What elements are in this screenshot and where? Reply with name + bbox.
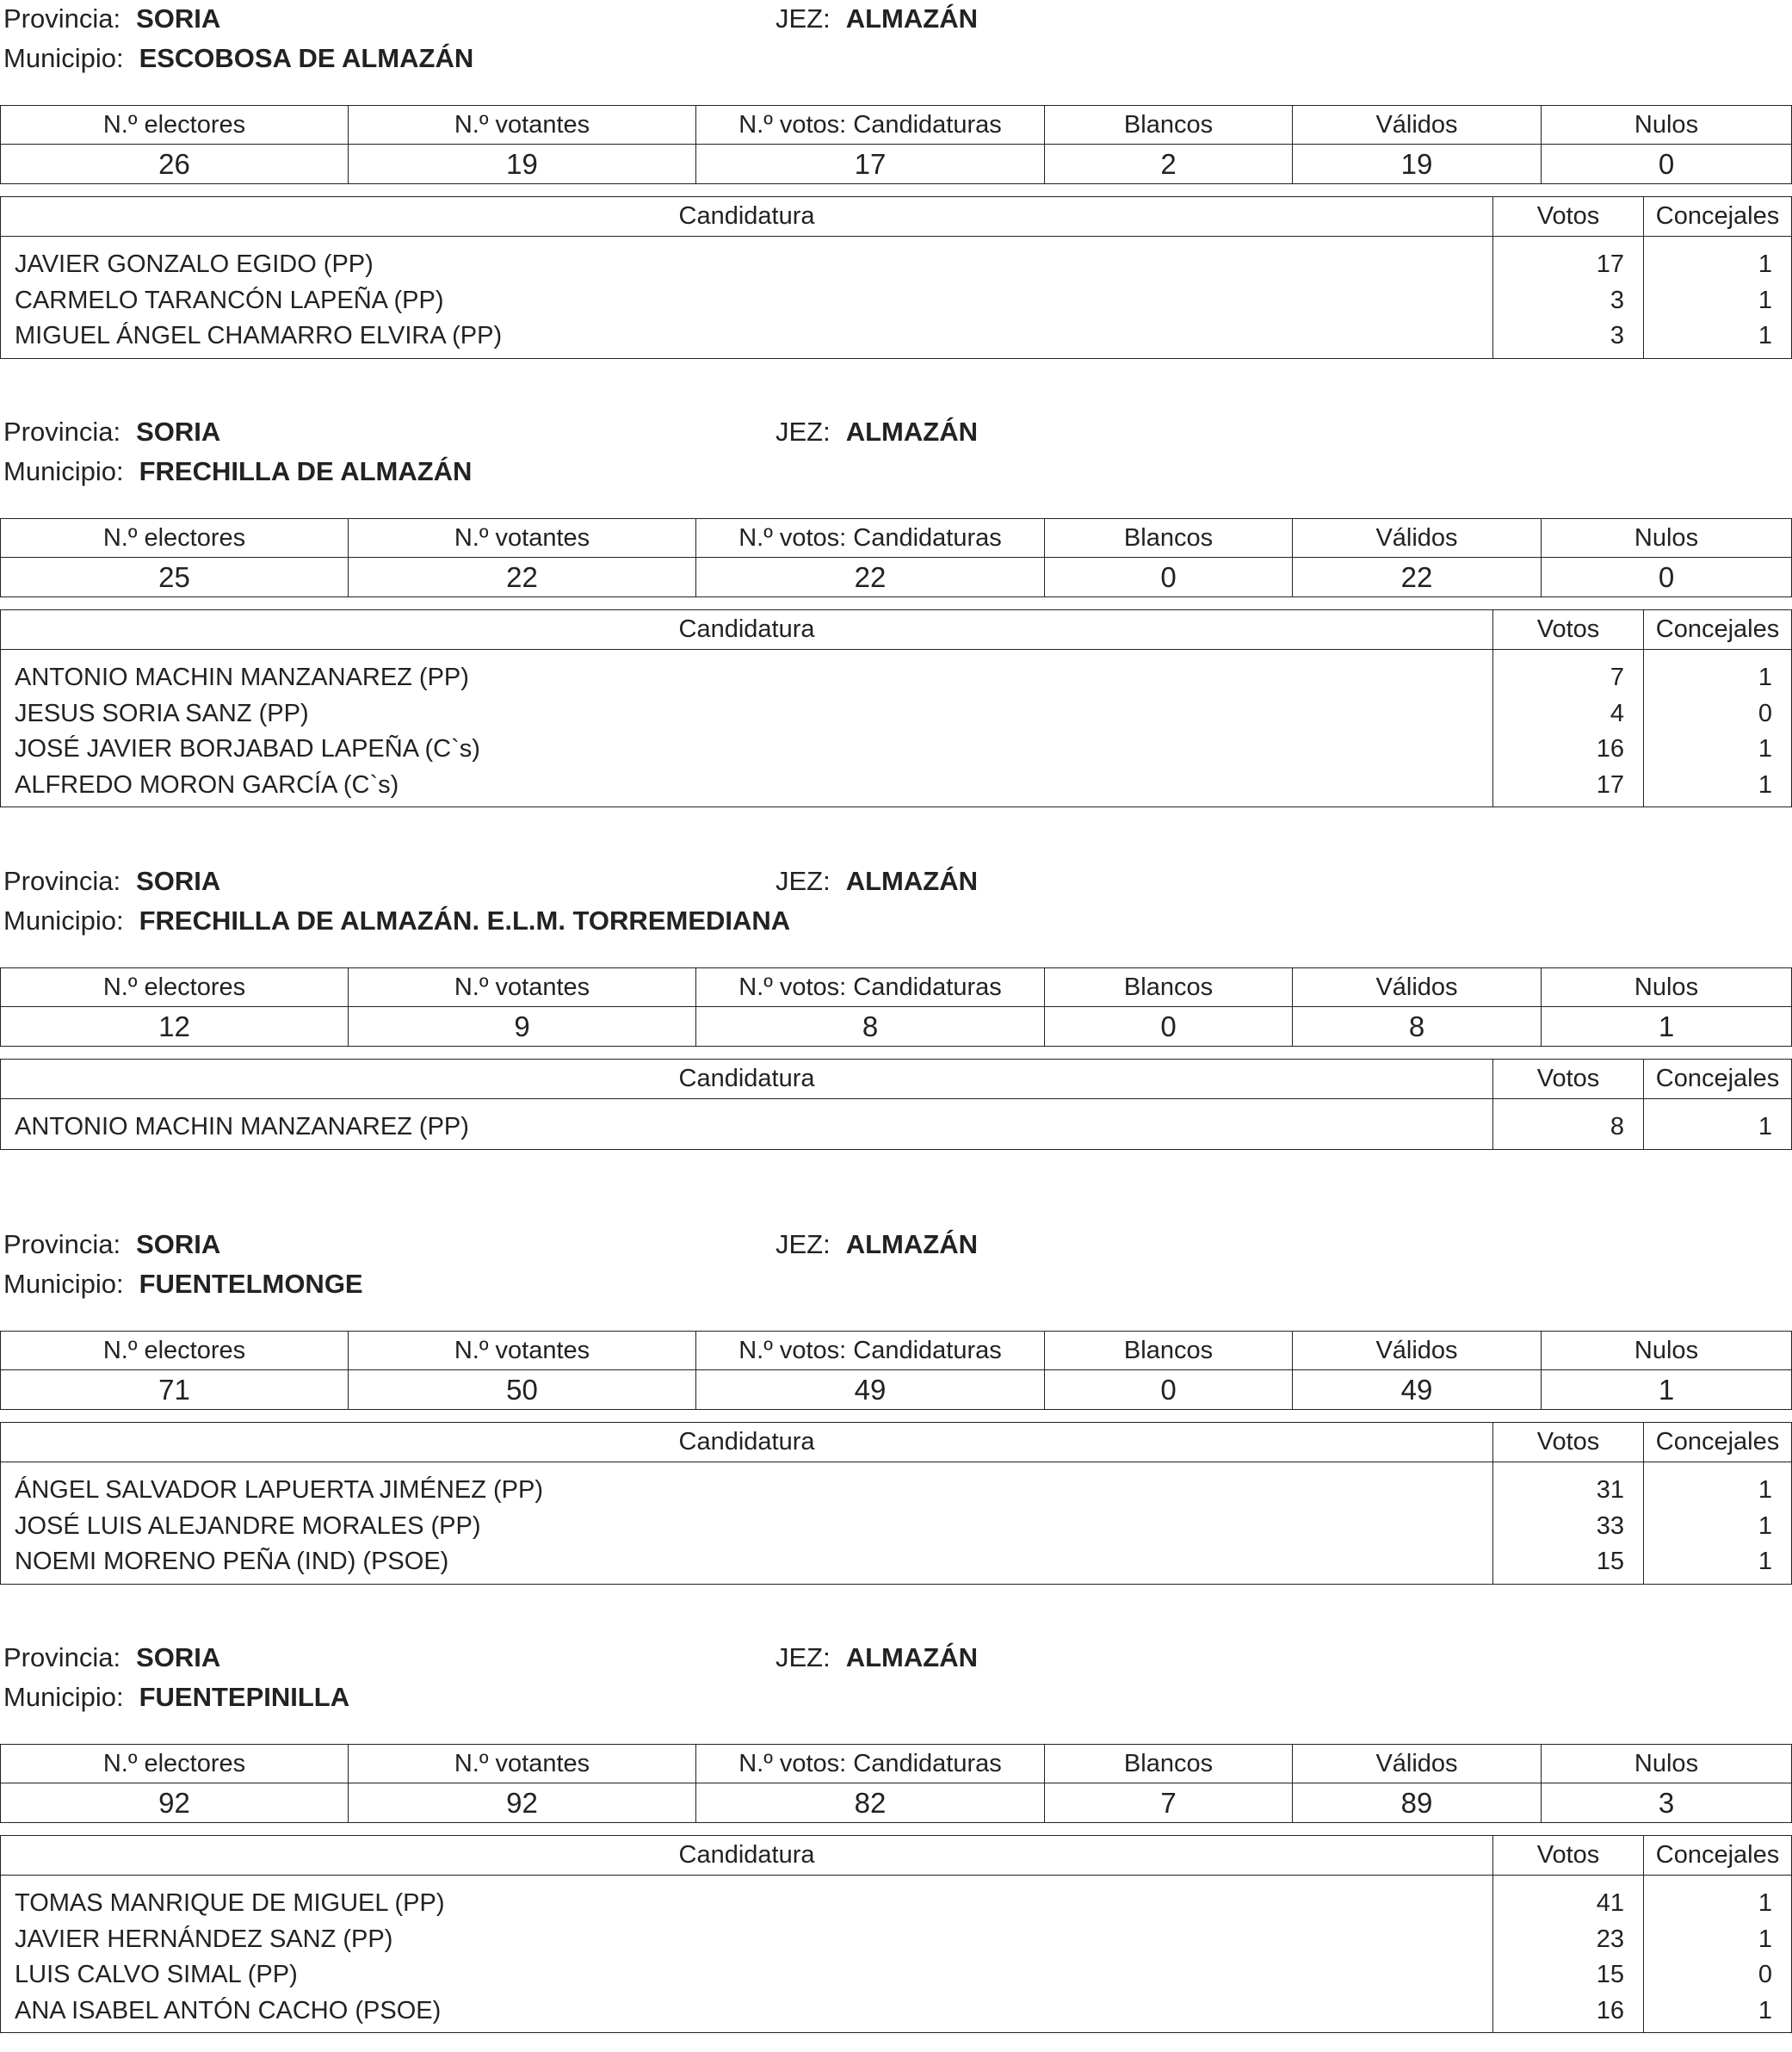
candidate-votos: 3 bbox=[1493, 318, 1644, 358]
candidates-header-cell: Concejales bbox=[1644, 197, 1792, 237]
candidates-header-cell: Candidatura bbox=[1, 1060, 1493, 1099]
stats-value-cell: 0 bbox=[1045, 1007, 1293, 1047]
stats-header-row bbox=[1, 968, 1792, 1007]
spacer-cell bbox=[1493, 1462, 1644, 1474]
candidate-row bbox=[1, 660, 1792, 696]
municipio-line bbox=[3, 1678, 349, 1716]
provincia-line bbox=[3, 862, 220, 900]
candidates-header-cell: Votos bbox=[1493, 1060, 1644, 1099]
jez-line bbox=[776, 1226, 978, 1264]
candidates-table bbox=[0, 196, 1792, 359]
provincia-value: SORIA bbox=[136, 866, 221, 896]
candidate-votos: 8 bbox=[1493, 1109, 1644, 1149]
stats-header-cell: N.º electores bbox=[1, 968, 349, 1007]
municipality-section bbox=[0, 1226, 1792, 1639]
candidate-votos: 15 bbox=[1493, 1544, 1644, 1584]
provincia-value: SORIA bbox=[136, 3, 221, 34]
municipio-label: Municipio: bbox=[3, 456, 124, 486]
candidate-row bbox=[1, 283, 1792, 319]
candidates-table bbox=[0, 1059, 1792, 1150]
candidate-row bbox=[1, 247, 1792, 283]
stats-value-cell: 9 bbox=[349, 1007, 696, 1047]
candidate-name: JAVIER HERNÁNDEZ SANZ (PP) bbox=[1, 1922, 1493, 1958]
stats-value-cell: 7 bbox=[1045, 1783, 1293, 1823]
stats-header-cell: N.º votos: Candidaturas bbox=[696, 106, 1045, 145]
stats-header-cell: Blancos bbox=[1045, 1745, 1293, 1783]
candidate-row bbox=[1, 1886, 1792, 1922]
candidate-concejales: 1 bbox=[1644, 283, 1792, 319]
jez-line bbox=[776, 413, 978, 451]
candidate-concejales: 1 bbox=[1644, 1109, 1792, 1149]
candidate-votos: 16 bbox=[1493, 732, 1644, 768]
municipio-label: Municipio: bbox=[3, 1269, 124, 1299]
stats-header-row bbox=[1, 519, 1792, 558]
jez-line bbox=[776, 862, 978, 900]
spacer-cell bbox=[1644, 650, 1792, 661]
stats-value-cell: 82 bbox=[696, 1783, 1045, 1823]
stats-table bbox=[0, 518, 1792, 597]
candidate-row bbox=[1, 1473, 1792, 1509]
stats-header-cell: Válidos bbox=[1293, 1745, 1542, 1783]
jez-label: JEZ: bbox=[776, 1229, 831, 1259]
candidates-header-cell: Concejales bbox=[1644, 1060, 1792, 1099]
candidate-concejales: 1 bbox=[1644, 1544, 1792, 1584]
municipio-value: FUENTELMONGE bbox=[139, 1269, 363, 1299]
candidates-header-cell: Candidatura bbox=[1, 610, 1493, 650]
candidate-row bbox=[1, 1993, 1792, 2033]
candidates-header-row bbox=[1, 1836, 1792, 1876]
stats-value-cell: 17 bbox=[696, 145, 1045, 184]
jez-value: ALMAZÁN bbox=[845, 1642, 978, 1672]
candidate-concejales: 1 bbox=[1644, 1922, 1792, 1958]
spacer-cell bbox=[1644, 1876, 1792, 1887]
candidate-votos: 17 bbox=[1493, 247, 1644, 283]
candidate-concejales: 1 bbox=[1644, 1993, 1792, 2033]
stats-header-cell: Blancos bbox=[1045, 106, 1293, 145]
candidate-name: ÁNGEL SALVADOR LAPUERTA JIMÉNEZ (PP) bbox=[1, 1473, 1493, 1509]
stats-header-row bbox=[1, 1745, 1792, 1783]
candidate-votos: 23 bbox=[1493, 1922, 1644, 1958]
candidate-name: TOMAS MANRIQUE DE MIGUEL (PP) bbox=[1, 1886, 1493, 1922]
stats-table bbox=[0, 1744, 1792, 1823]
stats-header-cell: N.º votantes bbox=[349, 968, 696, 1007]
stats-table bbox=[0, 967, 1792, 1047]
candidate-row bbox=[1, 1509, 1792, 1545]
jez-value: ALMAZÁN bbox=[845, 866, 978, 896]
candidates-header-row bbox=[1, 610, 1792, 650]
stats-value-row bbox=[1, 145, 1792, 184]
candidate-name: ANA ISABEL ANTÓN CACHO (PSOE) bbox=[1, 1993, 1493, 2033]
spacer-cell bbox=[1, 1876, 1493, 1887]
candidate-concejales: 0 bbox=[1644, 1957, 1792, 1993]
stats-header-cell: Válidos bbox=[1293, 106, 1542, 145]
candidate-concejales: 1 bbox=[1644, 660, 1792, 696]
candidates-header-cell: Votos bbox=[1493, 1423, 1644, 1462]
candidates-header-cell: Votos bbox=[1493, 1836, 1644, 1876]
candidate-row bbox=[1, 768, 1792, 807]
candidate-name: ALFREDO MORON GARCÍA (C`s) bbox=[1, 768, 1493, 807]
stats-value-cell: 8 bbox=[1293, 1007, 1542, 1047]
spacer-cell bbox=[1493, 650, 1644, 661]
stats-value-cell: 49 bbox=[696, 1370, 1045, 1410]
stats-value-cell: 1 bbox=[1542, 1370, 1792, 1410]
jez-value: ALMAZÁN bbox=[845, 3, 978, 34]
stats-header-cell: Nulos bbox=[1542, 968, 1792, 1007]
candidates-table bbox=[0, 1835, 1792, 2033]
row-spacer bbox=[1, 1462, 1792, 1474]
stats-header-row bbox=[1, 1332, 1792, 1370]
candidate-row bbox=[1, 696, 1792, 732]
stats-header-cell: Válidos bbox=[1293, 1332, 1542, 1370]
jez-label: JEZ: bbox=[776, 3, 831, 34]
stats-table bbox=[0, 105, 1792, 184]
row-spacer bbox=[1, 1099, 1792, 1110]
jez-line bbox=[776, 1639, 978, 1677]
stats-header-cell: N.º electores bbox=[1, 1332, 349, 1370]
municipio-label: Municipio: bbox=[3, 905, 124, 936]
candidate-row bbox=[1, 1544, 1792, 1584]
stats-header-cell: N.º electores bbox=[1, 519, 349, 558]
candidate-name: JAVIER GONZALO EGIDO (PP) bbox=[1, 247, 1493, 283]
stats-header-cell: Nulos bbox=[1542, 106, 1792, 145]
jez-value: ALMAZÁN bbox=[845, 417, 978, 447]
stats-header-cell: Blancos bbox=[1045, 1332, 1293, 1370]
candidate-name: LUIS CALVO SIMAL (PP) bbox=[1, 1957, 1493, 1993]
municipio-label: Municipio: bbox=[3, 1682, 124, 1712]
candidate-votos: 4 bbox=[1493, 696, 1644, 732]
candidates-header-cell: Candidatura bbox=[1, 197, 1493, 237]
municipality-section bbox=[0, 1639, 1792, 2052]
stats-value-cell: 92 bbox=[1, 1783, 349, 1823]
spacer-cell bbox=[1644, 237, 1792, 248]
candidates-header-row bbox=[1, 197, 1792, 237]
stats-value-cell: 0 bbox=[1542, 145, 1792, 184]
spacer-cell bbox=[1493, 1099, 1644, 1110]
stats-value-cell: 0 bbox=[1045, 558, 1293, 597]
candidates-header-cell: Votos bbox=[1493, 610, 1644, 650]
spacer-cell bbox=[1, 237, 1493, 248]
stats-header-cell: N.º votos: Candidaturas bbox=[696, 1332, 1045, 1370]
candidates-header-cell: Concejales bbox=[1644, 1836, 1792, 1876]
candidates-header-cell: Concejales bbox=[1644, 610, 1792, 650]
jez-label: JEZ: bbox=[776, 1642, 831, 1672]
stats-value-row bbox=[1, 1370, 1792, 1410]
provincia-value: SORIA bbox=[136, 1229, 221, 1259]
spacer-cell bbox=[1493, 237, 1644, 248]
stats-header-cell: N.º electores bbox=[1, 1745, 349, 1783]
candidate-concejales: 1 bbox=[1644, 247, 1792, 283]
candidate-concejales: 1 bbox=[1644, 732, 1792, 768]
spacer-cell bbox=[1493, 1876, 1644, 1887]
spacer-cell bbox=[1644, 1462, 1792, 1474]
stats-value-cell: 8 bbox=[696, 1007, 1045, 1047]
spacer-cell bbox=[1, 650, 1493, 661]
jez-label: JEZ: bbox=[776, 417, 831, 447]
stats-table bbox=[0, 1331, 1792, 1410]
candidates-header-row bbox=[1, 1060, 1792, 1099]
candidate-votos: 33 bbox=[1493, 1509, 1644, 1545]
candidate-row bbox=[1, 1957, 1792, 1993]
jez-line bbox=[776, 0, 978, 38]
stats-header-row bbox=[1, 106, 1792, 145]
candidate-name: JOSÉ JAVIER BORJABAD LAPEÑA (C`s) bbox=[1, 732, 1493, 768]
candidates-header-row bbox=[1, 1423, 1792, 1462]
stats-value-row bbox=[1, 1007, 1792, 1047]
stats-header-cell: Nulos bbox=[1542, 1745, 1792, 1783]
municipio-line bbox=[3, 902, 790, 940]
stats-value-cell: 22 bbox=[349, 558, 696, 597]
stats-header-cell: N.º votantes bbox=[349, 1332, 696, 1370]
municipio-label: Municipio: bbox=[3, 43, 124, 73]
stats-header-cell: Válidos bbox=[1293, 519, 1542, 558]
provincia-label: Provincia: bbox=[3, 417, 121, 447]
spacer-cell bbox=[1, 1099, 1493, 1110]
spacer-cell bbox=[1644, 1099, 1792, 1110]
stats-value-cell: 12 bbox=[1, 1007, 349, 1047]
candidate-concejales: 1 bbox=[1644, 1886, 1792, 1922]
stats-header-cell: N.º votantes bbox=[349, 519, 696, 558]
jez-value: ALMAZÁN bbox=[845, 1229, 978, 1259]
candidate-row bbox=[1, 1109, 1792, 1149]
candidate-votos: 17 bbox=[1493, 768, 1644, 807]
municipio-value: FRECHILLA DE ALMAZÁN bbox=[139, 456, 473, 486]
candidates-header-cell: Candidatura bbox=[1, 1836, 1493, 1876]
stats-value-cell: 2 bbox=[1045, 145, 1293, 184]
candidates-table bbox=[0, 609, 1792, 807]
candidate-votos: 31 bbox=[1493, 1473, 1644, 1509]
municipio-line bbox=[3, 453, 472, 491]
municipio-value: FUENTEPINILLA bbox=[139, 1682, 350, 1712]
provincia-value: SORIA bbox=[136, 417, 221, 447]
provincia-label: Provincia: bbox=[3, 3, 121, 34]
stats-value-cell: 71 bbox=[1, 1370, 349, 1410]
candidate-concejales: 1 bbox=[1644, 1473, 1792, 1509]
stats-value-cell: 19 bbox=[1293, 145, 1542, 184]
stats-header-cell: N.º votos: Candidaturas bbox=[696, 519, 1045, 558]
stats-header-cell: Blancos bbox=[1045, 519, 1293, 558]
provincia-value: SORIA bbox=[136, 1642, 221, 1672]
candidates-table bbox=[0, 1422, 1792, 1585]
spacer-cell bbox=[1, 1462, 1493, 1474]
candidates-header-cell: Candidatura bbox=[1, 1423, 1493, 1462]
stats-value-cell: 0 bbox=[1542, 558, 1792, 597]
stats-value-cell: 1 bbox=[1542, 1007, 1792, 1047]
provincia-label: Provincia: bbox=[3, 1642, 121, 1672]
candidates-header-cell: Concejales bbox=[1644, 1423, 1792, 1462]
municipio-value: FRECHILLA DE ALMAZÁN. E.L.M. TORREMEDIANA bbox=[139, 905, 791, 936]
candidate-name: ANTONIO MACHIN MANZANAREZ (PP) bbox=[1, 660, 1493, 696]
candidate-name: CARMELO TARANCÓN LAPEÑA (PP) bbox=[1, 283, 1493, 319]
candidate-row bbox=[1, 1922, 1792, 1958]
stats-header-cell: Nulos bbox=[1542, 1332, 1792, 1370]
stats-value-cell: 26 bbox=[1, 145, 349, 184]
row-spacer bbox=[1, 237, 1792, 248]
provincia-label: Provincia: bbox=[3, 866, 121, 896]
municipality-section bbox=[0, 862, 1792, 1276]
candidate-row bbox=[1, 318, 1792, 358]
stats-value-row bbox=[1, 558, 1792, 597]
provincia-line bbox=[3, 1226, 220, 1264]
candidate-votos: 41 bbox=[1493, 1886, 1644, 1922]
candidate-name: MIGUEL ÁNGEL CHAMARRO ELVIRA (PP) bbox=[1, 318, 1493, 358]
stats-value-cell: 22 bbox=[1293, 558, 1542, 597]
stats-value-row bbox=[1, 1783, 1792, 1823]
stats-value-cell: 49 bbox=[1293, 1370, 1542, 1410]
stats-header-cell: Válidos bbox=[1293, 968, 1542, 1007]
candidate-concejales: 1 bbox=[1644, 768, 1792, 807]
candidate-concejales: 1 bbox=[1644, 318, 1792, 358]
stats-value-cell: 50 bbox=[349, 1370, 696, 1410]
candidate-votos: 15 bbox=[1493, 1957, 1644, 1993]
stats-header-cell: N.º electores bbox=[1, 106, 349, 145]
provincia-line bbox=[3, 0, 220, 38]
candidate-name: NOEMI MORENO PEÑA (IND) (PSOE) bbox=[1, 1544, 1493, 1584]
candidates-header-cell: Votos bbox=[1493, 197, 1644, 237]
municipality-section bbox=[0, 413, 1792, 826]
provincia-line bbox=[3, 413, 220, 451]
candidate-votos: 3 bbox=[1493, 283, 1644, 319]
stats-header-cell: Blancos bbox=[1045, 968, 1293, 1007]
candidate-concejales: 0 bbox=[1644, 696, 1792, 732]
stats-value-cell: 89 bbox=[1293, 1783, 1542, 1823]
stats-value-cell: 92 bbox=[349, 1783, 696, 1823]
stats-value-cell: 3 bbox=[1542, 1783, 1792, 1823]
stats-value-cell: 0 bbox=[1045, 1370, 1293, 1410]
candidate-concejales: 1 bbox=[1644, 1509, 1792, 1545]
provincia-label: Provincia: bbox=[3, 1229, 121, 1259]
municipio-value: ESCOBOSA DE ALMAZÁN bbox=[139, 43, 474, 73]
provincia-line bbox=[3, 1639, 220, 1677]
stats-value-cell: 19 bbox=[349, 145, 696, 184]
candidate-name: JESUS SORIA SANZ (PP) bbox=[1, 696, 1493, 732]
candidate-votos: 16 bbox=[1493, 1993, 1644, 2033]
stats-value-cell: 22 bbox=[696, 558, 1045, 597]
candidate-votos: 7 bbox=[1493, 660, 1644, 696]
jez-label: JEZ: bbox=[776, 866, 831, 896]
candidate-row bbox=[1, 732, 1792, 768]
stats-header-cell: N.º votantes bbox=[349, 1745, 696, 1783]
stats-header-cell: N.º votantes bbox=[349, 106, 696, 145]
municipio-line bbox=[3, 1265, 363, 1303]
row-spacer bbox=[1, 650, 1792, 661]
municipio-line bbox=[3, 40, 473, 77]
stats-header-cell: N.º votos: Candidaturas bbox=[696, 1745, 1045, 1783]
row-spacer bbox=[1, 1876, 1792, 1887]
municipality-section bbox=[0, 0, 1792, 413]
candidate-name: JOSÉ LUIS ALEJANDRE MORALES (PP) bbox=[1, 1509, 1493, 1545]
candidate-name: ANTONIO MACHIN MANZANAREZ (PP) bbox=[1, 1109, 1493, 1149]
stats-value-cell: 25 bbox=[1, 558, 349, 597]
stats-header-cell: N.º votos: Candidaturas bbox=[696, 968, 1045, 1007]
stats-header-cell: Nulos bbox=[1542, 519, 1792, 558]
